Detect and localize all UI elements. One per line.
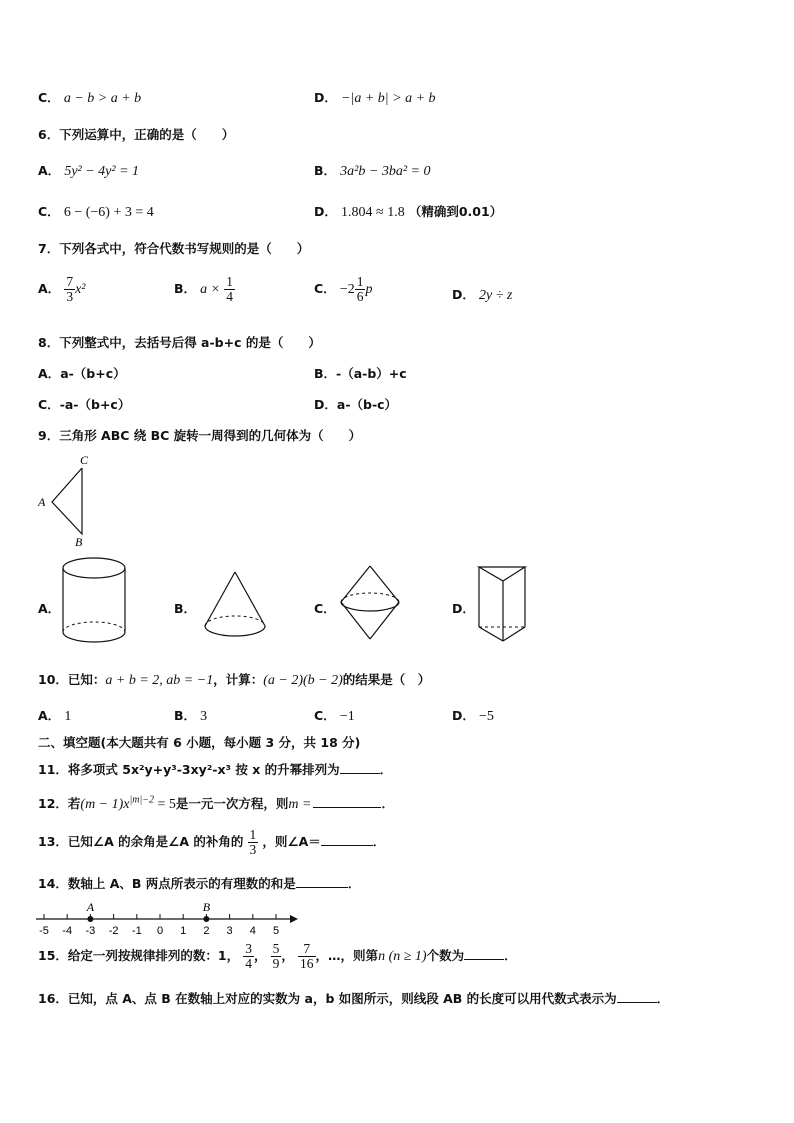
option-label: B．: [314, 366, 337, 381]
question-7-stem: 7．下列各式中，符合代数书写规则的是（ ）: [38, 241, 310, 256]
option-label: D．: [314, 90, 337, 105]
question-text: ，则∠A＝: [262, 834, 321, 850]
fraction: [248, 828, 259, 857]
option-expression: a-（b-c）: [336, 397, 398, 412]
option-label: B．: [174, 281, 197, 297]
vertex-b-label: B: [75, 535, 83, 549]
option-value: 1: [64, 709, 72, 724]
numerator: 5: [272, 941, 280, 956]
fraction: [271, 942, 282, 971]
option-prefix: −2: [339, 282, 355, 298]
fraction: [298, 942, 316, 971]
question-14: [38, 874, 360, 892]
variable-label: m =: [288, 797, 312, 812]
question-prefix: 15．给定一列按规律排列的数：1，: [38, 948, 240, 964]
tick-label: 5: [272, 925, 280, 937]
tick-label: -5: [39, 925, 49, 937]
denominator: 4: [226, 289, 234, 305]
option-expression: -（a-b）+c: [336, 366, 407, 381]
question-tail: ．: [656, 991, 670, 1006]
option-prefix: a ×: [200, 282, 221, 298]
question-9-stem: 9．三角形 ABC 绕 BC 旋转一周得到的几何体为（ ）: [38, 428, 362, 443]
triangle-abc-figure: [36, 452, 106, 548]
q7-option-c[interactable]: [314, 275, 372, 304]
q8-option-c[interactable]: [38, 395, 130, 413]
tick-label: -3: [85, 925, 96, 937]
question-tail: ．: [347, 876, 361, 891]
point-a-dot: [87, 916, 93, 922]
option-expression: 5y² − 4y² = 1: [64, 164, 140, 179]
numerator: 1: [226, 274, 234, 289]
answer-blank[interactable]: [464, 947, 504, 960]
option-label: B．: [314, 163, 337, 178]
question-text-2: 个数为: [426, 948, 465, 964]
fraction: [355, 275, 366, 304]
denominator: 6: [356, 289, 364, 305]
triangular-prism-figure[interactable]: [477, 565, 529, 643]
tick-label: -1: [131, 925, 142, 937]
option-label: C．: [38, 90, 60, 105]
option-label: D．: [452, 287, 475, 302]
point-a-label: A: [86, 900, 95, 914]
q10-option-a[interactable]: [38, 706, 71, 725]
fraction: [224, 275, 235, 304]
tick-label: -4: [62, 925, 73, 937]
q10-option-d[interactable]: [452, 706, 494, 725]
point-b-label: B: [202, 900, 211, 914]
question-prefix: 13．已知∠A 的余角是∠A 的补角的: [38, 834, 244, 850]
answer-blank[interactable]: [313, 795, 381, 808]
answer-blank[interactable]: [321, 833, 373, 846]
question-tail: ．: [372, 834, 386, 850]
answer-blank[interactable]: [340, 761, 380, 774]
q6-option-d[interactable]: [314, 202, 502, 221]
tick-label: -2: [108, 925, 119, 937]
question-8-stem: 8．下列整式中，去括号后得 a-b+c 的是（ ）: [38, 335, 321, 350]
tick-label: 2: [203, 925, 210, 937]
q5-option-d[interactable]: [314, 88, 436, 107]
number-line-arrow: [290, 915, 298, 923]
option-expression: 6 − (−6) + 3 = 4: [63, 205, 154, 220]
calc-expression: (a − 2)(b − 2): [263, 673, 343, 688]
question-15: 15．给定一列按规律排列的数：1， $\frac{3}{4}$ ， $\frac{5}{9}$ ， $\frac{7}{16}$ ，…，则第n (n ≥ 1)个数为 ．: [38, 941, 517, 972]
option-expression: −|a + b| > a + b: [341, 91, 436, 106]
double-cone-figure[interactable]: [339, 564, 403, 642]
numerator: 1: [356, 274, 364, 289]
option-label: C．: [38, 204, 60, 219]
q7-option-b[interactable]: [174, 275, 235, 304]
question-text: 是一元一次方程，则: [175, 796, 289, 811]
fraction: [64, 275, 75, 304]
question-6-stem: 6．下列运算中，正确的是（ ）: [38, 127, 235, 142]
option-expression: a-（b+c）: [60, 366, 126, 381]
option-label: A．: [38, 366, 61, 381]
option-label: C．: [314, 708, 336, 723]
numerator: 1: [249, 827, 257, 842]
q8-option-d[interactable]: [314, 395, 397, 413]
option-value: −1: [339, 709, 355, 724]
vertex-a-label: A: [38, 495, 46, 509]
question-tail: ．: [381, 796, 394, 811]
question-text: ，…，则第: [315, 948, 379, 964]
q5-option-c[interactable]: [38, 88, 141, 107]
condition: n (n ≥ 1): [378, 949, 427, 965]
cylinder-figure[interactable]: [62, 556, 128, 642]
option-expression: a − b > a + b: [63, 91, 142, 106]
section-heading: 二、填空题(本大题共有 6 小题，每小题 3 分，共 18 分): [38, 735, 361, 750]
option-tail: x²: [75, 282, 86, 298]
given-expression: a + b = 2, ab = −1: [105, 673, 214, 688]
option-value: −5: [479, 709, 494, 724]
q7-option-d[interactable]: [452, 285, 512, 304]
equation-base: (m − 1)x: [80, 797, 130, 812]
option-label: C．: [38, 397, 60, 412]
option-label: D．: [314, 397, 337, 412]
option-expression: 1.804 ≈ 1.8: [341, 205, 405, 220]
fraction: [243, 942, 254, 971]
q9-option-a-label[interactable]: A．: [38, 601, 61, 616]
cone-figure[interactable]: [203, 570, 269, 646]
question-tail: ．: [504, 948, 517, 964]
option-note: （精确到0.01）: [408, 204, 503, 219]
vertex-c-label: C: [80, 453, 89, 467]
denominator: 16: [300, 956, 314, 972]
question-text: 11．将多项式 5x²y+y³-3xy²-x³ 按 x 的升幂排列为: [38, 762, 340, 777]
q10-option-c[interactable]: [314, 706, 355, 725]
question-text: 14．数轴上 A、B 两点所表示的有理数的和是: [38, 876, 296, 891]
option-expression: -a-（b+c）: [59, 397, 131, 412]
numerator: 7: [298, 942, 316, 957]
stem-prefix: 10．已知：: [38, 672, 106, 687]
numerator: 7: [66, 274, 74, 289]
equation-exponent: |m|−2: [129, 794, 154, 806]
denominator: 9: [272, 956, 280, 972]
q9-option-b-label[interactable]: B．: [174, 601, 197, 616]
q6-option-a[interactable]: [38, 161, 139, 180]
option-expression: 2y ÷ z: [479, 288, 513, 303]
question-prefix: 12．若: [38, 796, 81, 811]
number-line-figure: [36, 900, 298, 940]
denominator: 4: [245, 956, 252, 972]
question-tail: ．: [379, 762, 393, 777]
option-label: D．: [314, 204, 337, 219]
option-label: B．: [174, 708, 197, 723]
q9-option-d-label[interactable]: D．: [452, 601, 475, 616]
option-label: A．: [38, 163, 61, 178]
stem-middle: ，计算：: [213, 672, 264, 687]
option-value: 3: [200, 709, 208, 724]
option-label: A．: [38, 708, 61, 723]
option-label: A．: [38, 281, 61, 297]
option-expression: 3a²b − 3ba² = 0: [340, 164, 431, 179]
q6-option-b[interactable]: [314, 161, 430, 180]
option-tail: p: [365, 282, 373, 298]
question-16: [38, 989, 669, 1007]
q8-option-a[interactable]: [38, 364, 126, 382]
option-label: D．: [452, 708, 475, 723]
q7-option-a[interactable]: [38, 275, 86, 304]
point-b-dot: [203, 916, 209, 922]
numerator: 3: [245, 941, 252, 956]
question-11: [38, 760, 392, 778]
q10-option-b[interactable]: [174, 706, 207, 725]
q6-option-c[interactable]: [38, 202, 154, 221]
tick-label: 1: [180, 925, 187, 937]
question-10-stem: [38, 670, 430, 689]
question-12: [38, 794, 394, 813]
tick-label: 4: [249, 925, 256, 937]
answer-blank[interactable]: [296, 875, 348, 888]
q8-option-b[interactable]: [314, 364, 407, 382]
denominator: 3: [249, 842, 257, 858]
tick-label: 0: [156, 925, 164, 937]
denominator: 3: [66, 289, 74, 305]
equation-rhs: = 5: [153, 797, 176, 812]
q9-option-c-label[interactable]: C．: [314, 601, 336, 616]
stem-suffix: 的结果是（ ）: [342, 672, 431, 687]
tick-label: 3: [226, 925, 233, 937]
option-label: C．: [314, 281, 336, 297]
answer-blank[interactable]: [617, 990, 657, 1003]
question-13: [38, 828, 385, 857]
question-text: 16．已知，点 A、点 B 在数轴上对应的实数为 a，b 如图所示，则线段 AB 的长度可以用代数式表示为: [38, 991, 617, 1006]
